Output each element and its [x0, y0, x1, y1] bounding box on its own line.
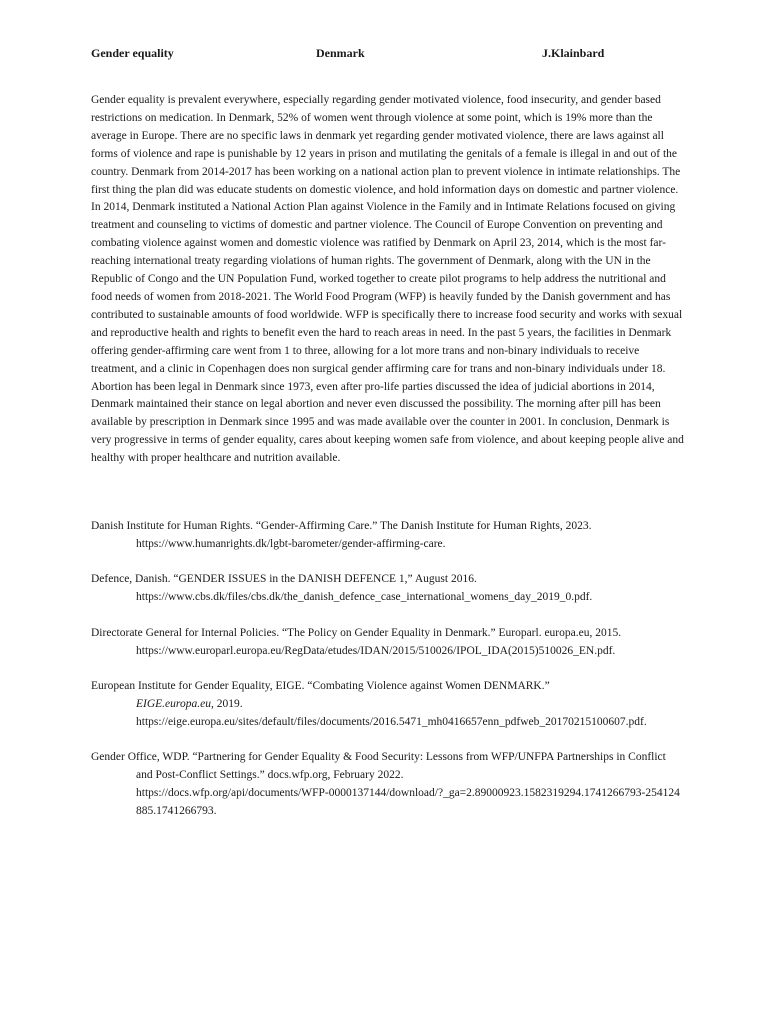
essay-paragraph: Gender equality is prevalent everywhere, especially regarding gender motivated violence, food insecurity, and gender based restrictions on medication. In Denmark, 52% of women went through violence at some point, which is 19% more than the average in Europe. There are no specific laws in denmark yet regarding gender motivated violence, there are laws against all forms of violence and rape is punishable by 12 years in prison and mutilating the genitals of a female is illegal in and out of the country. Denmark from 2014-2017 has been working on a national action plan to prevent violence in intimate relationships. The first thing the plan did was educate students on domestic violence, and hold information days on domestic and partner violence. In 2014, Denmark instituted a National Action Plan against Violence in the Family and in Intimate Relations focused on giving treatment and counseling to victims of domestic and partner violence. The Council of Europe Convention on preventing and combating violence against women and domestic violence was ratified by Denmark on April 23, 2014, which is the most far-reaching international treaty regarding violations of human rights. The government of Denmark, along with the UN in the Republic of Congo and the UN Population Fund, worked together to create pilot programs to help address the nutritional and food needs of women from 2018-2021. The World Food Program (WFP) is heavily funded by the Danish government and has contributed to sustainable amounts of food worldwide. WFP is specifically there to increase food security and works with sexual and reproductive health and rights to benefit even the hard to reach areas in need. In the past 5 years, the facilities in Denmark offering gender-affirming care went from 1 to three, allowing for a lot more trans and non-binary individuals to receive treatment, and a clinic in Copenhagen does non surgical gender affirming care for trans and non-binary individuals under 18. Abortion has been legal in Denmark since 1973, even after pro-life parties discussed the idea of judicial abortions in 2014, Denmark maintained their stance on legal abortion and never even discussed the possibility. The morning after pill has been available by prescription in Denmark since 1995 and was made available over the counter in 2001. In conclusion, Denmark is very progressive in terms of gender equality, cares about keeping women safe from violence, and about keeping people alive and healthy with proper healthcare and nutrition available. [91, 94, 684, 465]
reference-item [91, 678, 685, 732]
header-country: Denmark [316, 46, 365, 60]
reference-text: Directorate General for Internal Policies. “The Policy on Gender Equality in Denmark.” Europarl. europa.eu, 2015. [91, 626, 622, 639]
reference-item [91, 625, 685, 661]
reference-text: Danish Institute for Human Rights. “Gender-Affirming Care.” The Danish Institute for Human Rights, 2023. [91, 520, 592, 532]
reference-italic-title: EIGE.europa.eu [136, 697, 211, 710]
page-header [91, 46, 691, 64]
reference-url: https://docs.wfp.org/api/documents/WFP-0000137144/download/?_ga=2.89000923.1582319294.1741266793-254124885.1741266793. [136, 786, 680, 817]
reference-item [91, 571, 685, 607]
reference-text: European Institute for Gender Equality, EIGE. “Combating Violence against Women DENMARK.” [91, 679, 550, 692]
reference-item [91, 518, 685, 554]
works-cited [91, 518, 685, 838]
reference-year: , 2019. [210, 697, 243, 710]
reference-item [91, 749, 685, 821]
reference-url: https://www.cbs.dk/files/cbs.dk/the_danish_defence_case_international_womens_day_2019_0.pdf. [136, 591, 593, 604]
reference-text: Gender Office, WDP. “Partnering for Gender Equality & Food Security: Lessons from WFP/UNFPA Partnerships in Conflict and Post-Conflict Settings.” docs.wfp.org, February 2022. [91, 751, 666, 782]
reference-source-line [136, 696, 685, 714]
reference-text: Defence, Danish. “GENDER ISSUES in the DANISH DEFENCE 1,” August 2016. [91, 573, 477, 586]
header-title: Gender equality [91, 46, 174, 60]
header-author: J.Klainbard [542, 46, 605, 60]
reference-url: https://www.humanrights.dk/lgbt-barometer/gender-affirming-care. [136, 537, 446, 550]
reference-url: https://www.europarl.europa.eu/RegData/etudes/IDAN/2015/510026/IPOL_IDA(2015)510026_EN.pdf. [136, 644, 616, 657]
reference-url: https://eige.europa.eu/sites/default/files/documents/2016.5471_mh0416657enn_pdfweb_20170215100607.pdf. [136, 715, 647, 728]
